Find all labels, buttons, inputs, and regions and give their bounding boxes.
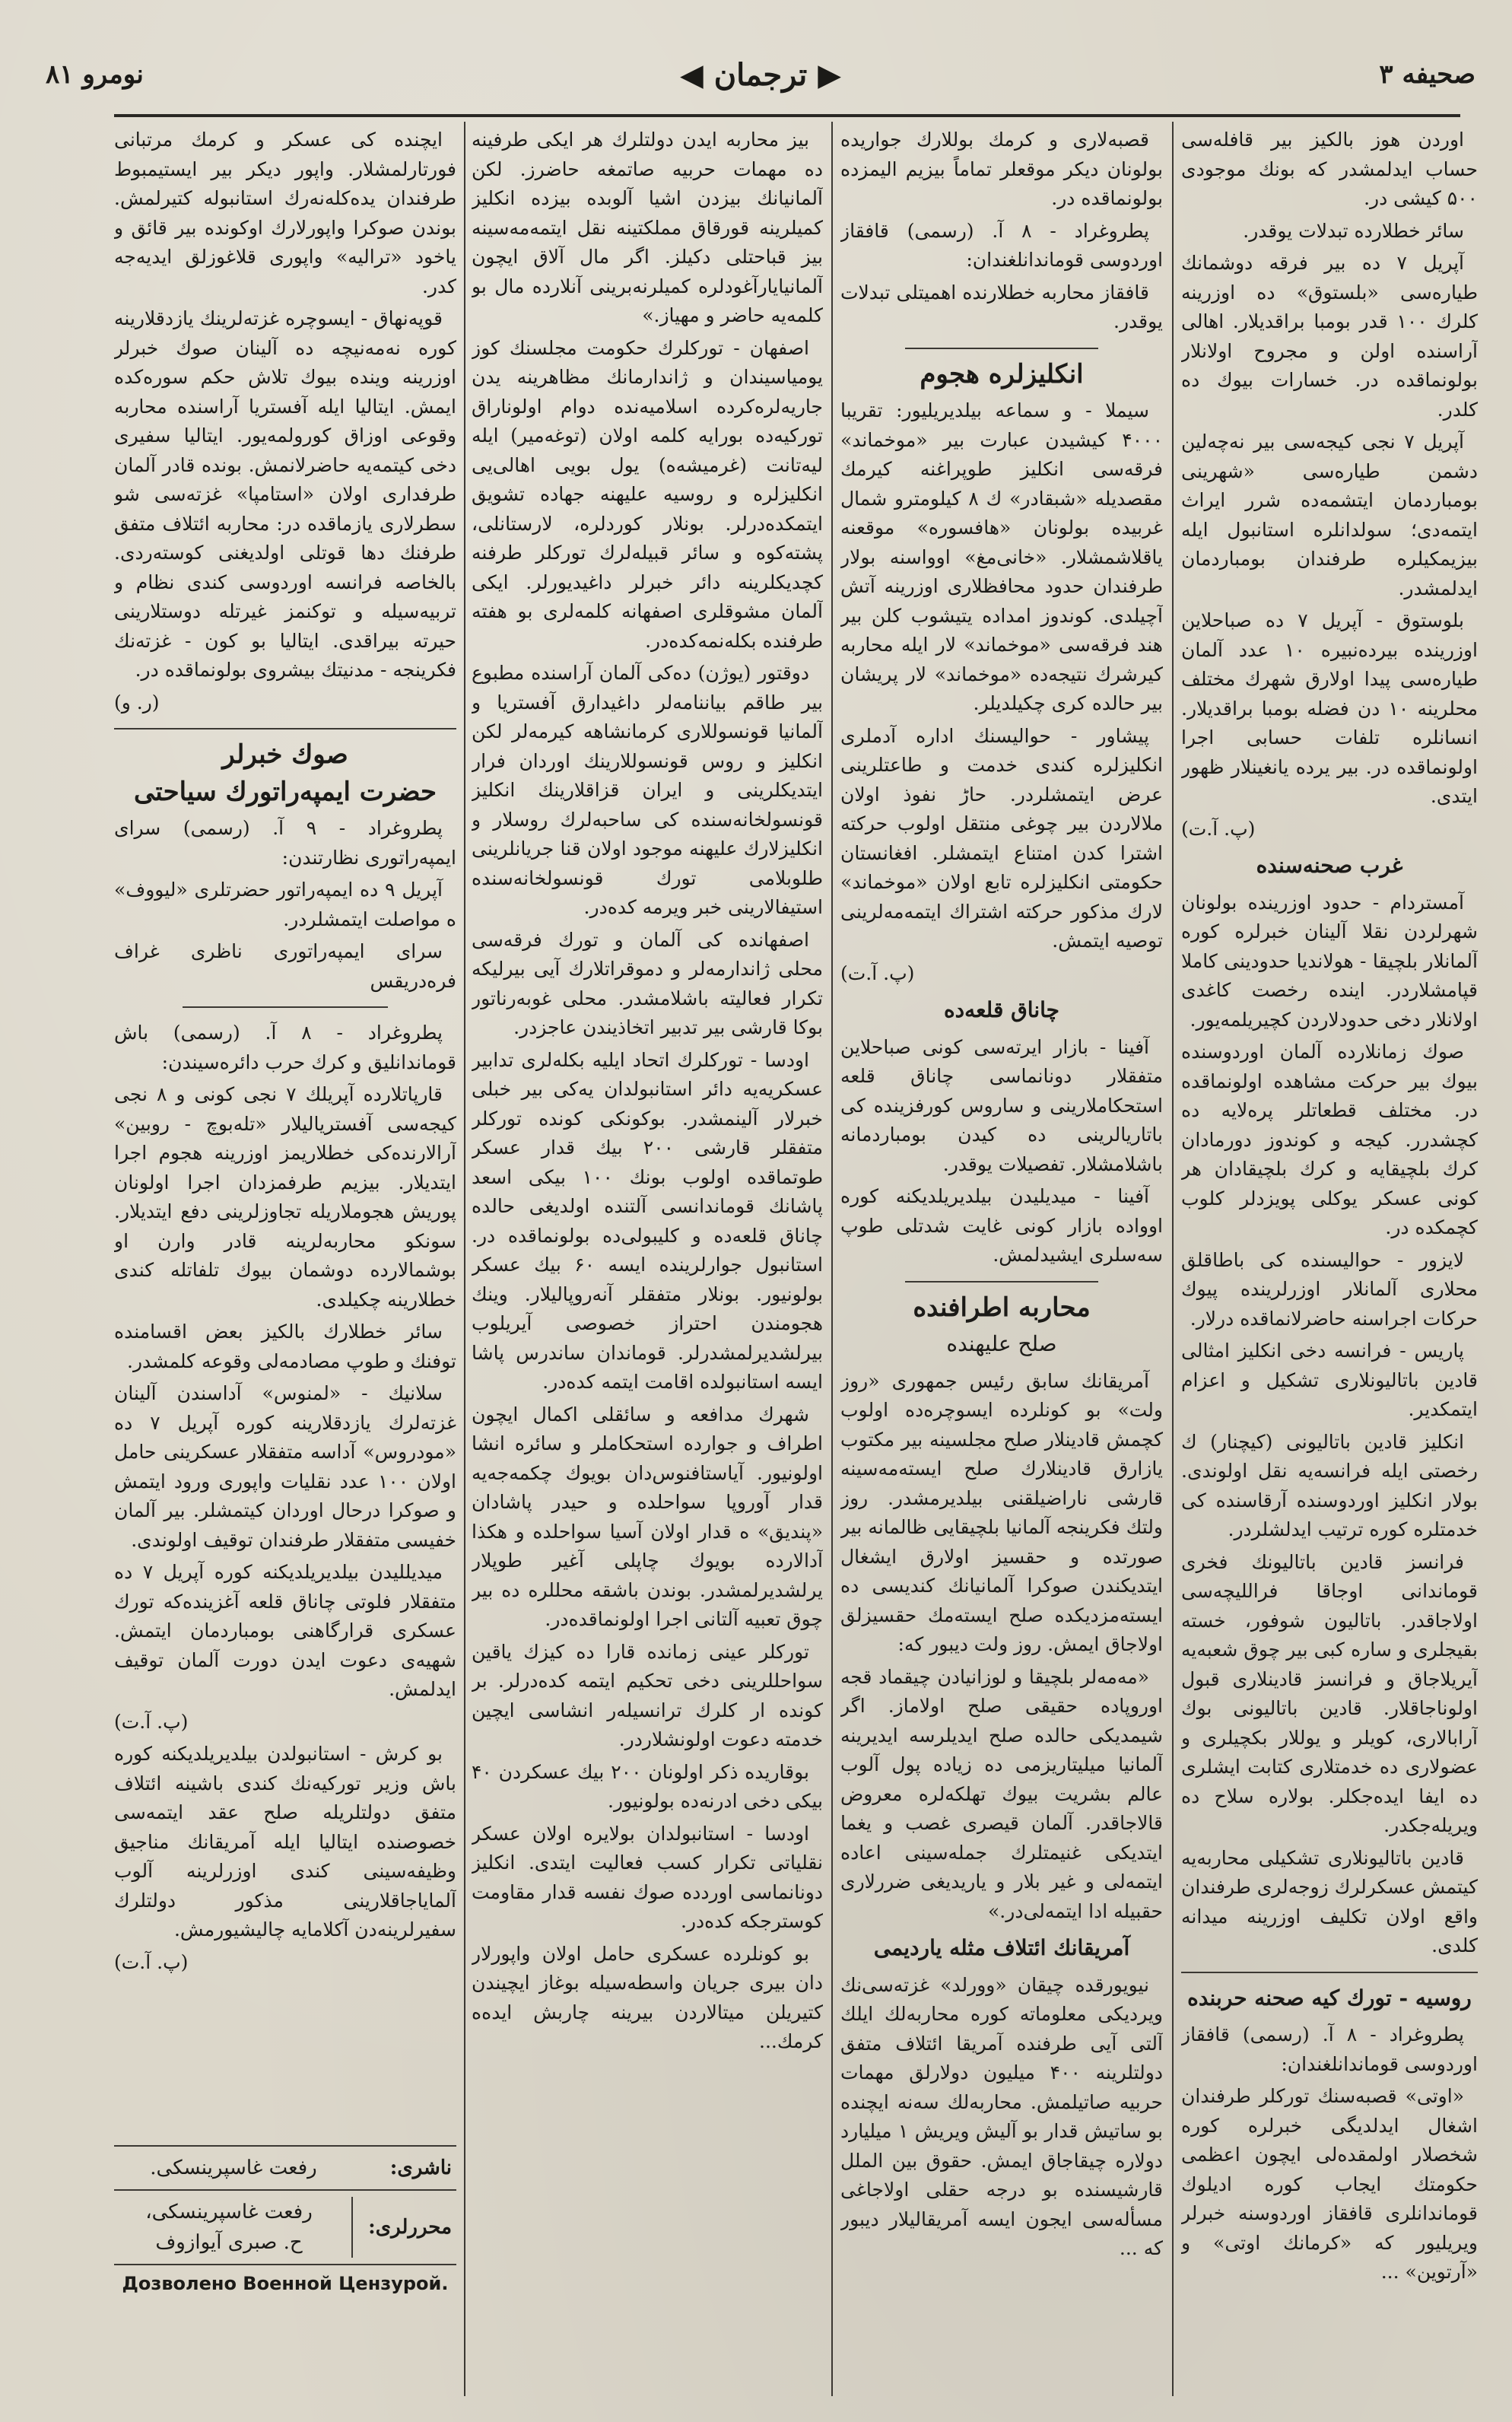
paragraph: بوقاریده ذکر اولونان ۲۰۰ بیك عسکردن ۴۰ بیکی دخی ادرنه‌ده بولونیور. [472, 1760, 823, 1812]
publisher-row [114, 2145, 456, 2189]
publisher-name: رفعت غاسپرینسکی. [150, 2157, 317, 2179]
issue-number: نومرو ۸۱ [46, 59, 144, 90]
paragraph: پطروغراد - ۸ آ. (رسمی) قافقاز اوردوسی قوماندانلغندان: [840, 219, 1163, 271]
paragraph: دوقتور (یوژن) ده‌کی آلمان آراسنده مطبوع بیر طاقم بیاننامه‌لر داغیدارق آفستریا و آلمانیا قونسوللاری کرمانشاهه کیرمه‌لر لکن انکلیز و روس قونسوللارینك اوردان فرار ایتدیکلرینی و ایران قزاقلارینك انکلیز قونسولخانه‌سنده کی ساحبه‌لرك روسلار و انکلیزلارك علیهنه موجود اولان قنا جریانلرینی طلوبلامی تورك قونسولخانه‌سنده استیفالارینی خبر ویرمه کده‌در. [472, 662, 823, 918]
editor-name: رفعت غاسپرینسکی، [145, 2201, 313, 2223]
section-headline: صوك خبرلر [222, 739, 348, 770]
paragraph: تورکلر عینی زمانده قارا ده کیزك یاقین سواحللرینی دخی تحکیم ایتمه کده‌درلر. بر کونده ار کلرك ترانسیله‌ر انشاسی ایچین خدمته دعوت اولونشلاردر. [472, 1640, 823, 1750]
paragraph: بلوستوق - آپریل ۷ ده صباحلاین اوزرینده بیرده‌نبیره ۱۰ عدد آلمان طیاره‌سی پیدا اولارق شهرك مختلف محلرینه ۱۰ دن فضله بومبا براقدیلار. انسانلره تلفات حسابی اجرا اولونماقده در. بیر یرده یانغینلار ظهور ایتدی. [1181, 609, 1478, 807]
column-3 [472, 126, 823, 2392]
rule [183, 1006, 388, 1008]
column-2 [840, 126, 1163, 2392]
article-headline: آمریقانك ائتلاف مثله یاردیمی [873, 1935, 1130, 1960]
paragraph: نیویورقده چیقان «وورلد» غزته‌سی‌نك ویردیکی معلوماته کوره محاربه‌لك ایلك آلتی آیی طرفنده آمریقا ائتلاف متفق دولتلرینه ۴۰۰ میلیون دولارلق مهمات حربیه صاتیلمش. محاربه‌لك سه‌نه ایچنده بو ساتیش قدار بو آلیش ویریش ۱ میلیارد دولاره چیقاجاق ایمش. حقوق بین الملل قارشیسنده بو درجه حقلی اولاجاغی مسأله‌سی ایجون ایسه آمریقالیلار دیبور که ... [840, 1973, 1163, 2259]
column-divider [831, 122, 833, 2396]
article-subheadline: صلح علیهنده [946, 1331, 1057, 1356]
paragraph: آفینا - بازار ایرته‌سی کونی صباحلاین متفقلار دونانماسی چاناق قلعه استحکاملارینی و ساروس کورفزینده کی باتاریالرینی ده کیدن بومباردمانه باشلامشلار. تفصیلات یوقدر. [840, 1035, 1163, 1175]
paragraph: قصبه‌لاری و کرمك بوللارك جواریده بولونان دیکر موقعلر تماماً بیزیم الیمزده بولونماقده در. [840, 129, 1163, 209]
article-headline: چاناق قلعه‌ده [944, 997, 1059, 1022]
paragraph: پاریس - فرانسه دخی انکلیز امثالی قادین باتالیونلاری تشکیل و اعزام ایتمکدیر. [1181, 1340, 1478, 1420]
paragraph: اصفهانده کی آلمان و تورك فرقه‌سی محلی ژاندارمه‌لر و دموقراتلارك آیی بیرلیکه تکرار فعالیته باشلامشدر. محلی غوبه‌رناتور بوکا قارشی بیر تدبیر اتخاذیندن عاجزدر. [472, 928, 823, 1038]
paragraph: شهرك مدافعه و سائقلی اکمال ایچون اطراف و جوارده استحکاملر و سائره انشا اولونیور. آیاستافنوس‌دان بویوك چکمه‌جه‌یه قدار آوروپا سواحلده و حیدر پاشادان «پندیق» ه قدار اولان آسیا سواحلده و هکذا آدالارده بویوك چاپلی آغیر طوپلار یرلشدیرلمشدر. بوندن باشقه محللره ده بیر چوق تعبیه آلتانی اجرا اولونماقده‌در. [472, 1403, 823, 1630]
paragraph: «اوتی» قصبه‌سنك تورکلر طرفندان اشغال ایدلدیگی خبرلره کوره شخصلار اولمقده‌لی ایچون اعظمی حکومتك ایجاب کوره ادیلوك قوماندانلری قافقاز اوردوسنه خبرلر ویریلیور که «کرمانك اوتی» و «آرتوین» ... [1181, 2085, 1478, 2283]
masthead-rule [114, 114, 1460, 117]
section-headline: محاربه اطرافنده [913, 1292, 1091, 1323]
credits-box [114, 2145, 456, 2404]
paragraph: آفینا - میدیلیدن بیلدیریلدیکنه کوره اوواده بازار کونی غایت شدتلی طوپ سه‌سلری ایشیدلمش. [840, 1185, 1163, 1266]
paragraph: بیز محاربه ایدن دولتلرك هر ایکی طرفینه ده مهمات حربیه صاتمغه حاضرز. لکن آلمانیانك بیزدن اشیا آلوبده بیزده انکلیز کمیلرینه قورقاق مملکتینه نقل ایتمه‌مه‌سینه بیز قباحتلی دکیلز. اگر مال آلاق ایچون آلمانیا‌یارآغودلره کمیلرنه‌برینی آنلارده مال بو کلمه‌یه حاضر و مهیاز.» [472, 129, 823, 326]
censorship-notice: Дозволено Военной Цензурой. [114, 2264, 456, 2294]
column-1 [1181, 126, 1478, 2392]
paragraph: اصفهان - تورکلرك حکومت مجلسنك کوز یومیاسیندان و ژاندارمانك مظاهرینه یدن جاریه‌لره‌کرده اسلامیه‌نده دوام اولوناراق تورکیه‌ده بورایه کلمه اولان (توغه‌میر) ایله لیه‌تانت (غرمیشه‌ه) یول بویی اهالی‌یی انکلیزلره و روسیه علیهنه جهاده تشویق ایتمکده‌درلر. بونلار کوردلره، لارستانلی، پشته‌کوه و سائر قبیله‌لرك تورکلر طرفنه کچدیکلرینه دائر خبرلر داغیدیورلر. ایکی آلمان مشوقلری اصفهانه کلمه‌لری بو هفته طرفنده بکله‌نمه‌کده‌در. [472, 336, 823, 652]
paragraph: پطروغراد - ۸ آ. (رسمی) قافقاز اوردوسی قوماندانلغندان: [1181, 2023, 1478, 2075]
editors-names [114, 2197, 353, 2258]
paragraph: سیملا - و سماعه بیلدیریلیور: تقریبا ۴۰۰۰ کیشیدن عبارت بیر «موخماند» فرقه‌سی انکلیز طوپراغنه کیرمك مقصدیله «شبقادر» ك ۸ کیلومترو شمال غربیده بولونان «هافسوره» موقعنه یاقلاشمشلار. «خانی‌مغ» اوواسنه بولار طرفندان حدود محافظلاری اوزرینه آتش آچیلدی. کوندوز امداده یتیشوب کلن بیر هند فرقه‌سی «موخماند» لار ایله محاربه کیرشرك نتیجه‌ده «موخماند» لار پریشان بیر حالده کری چکیلدیلر. [840, 399, 1163, 714]
paragraph: آمستردام - حدود اوزرینده بولونان شهرلردن نقلا آلینان خبرلره کوره آلمانلار بلچیقا - هولاندیا حدودینی کاملا قپامشلاردر. اینده رخصت کاغدی اولانلار دخی حدودلاردن کچیریلمه‌یور. [1181, 891, 1478, 1031]
paragraph: لایزور - حوالیسنده کی باطاقلق محلاری آلمانلار اوزرلرینده پیوك حرکات اجراسنه حاضرلانماقده درلار. [1181, 1248, 1478, 1330]
paragraph: بو کونلرده عسکری حامل اولان واپورلار دان بیری جریان واسطه‌سیله بوغاز ایچیندن کتیریلن میتالاردن بیرینه چاربش ایده‌ه کرمك... [472, 1942, 823, 2052]
paragraph: اودسا - استانبولدان بولایره اولان عسکر نقلیاتی تکرار کسب فعالیت ایتدی. انکلیز دونانماسی اوردده صوك نفسه قدار مقاومت کوسترجکه کده‌در. [472, 1822, 823, 1932]
paragraph: انکلیز قادین باتالیونی (کیچنار) ك رخصتی ایله فرانسه‌یه نقل اولوندی. بولار انکلیز اوردوسنده آرقاسنده کی خدمتلره کوره ترتیب ایدلشلردر. [1181, 1430, 1478, 1540]
section-heading: روسیه - تورك کیه صحنه حربنده [1187, 1985, 1472, 2010]
paragraph: سرای ایمپه‌راتوری ناظری غراف فره‌دریقس [114, 940, 456, 992]
section-heading: غرب صحنه‌سنده [1256, 853, 1403, 878]
paragraph: سائر خطلارده تبدلات یوقدر. [1243, 219, 1464, 242]
paragraph: پطروغراد - ۸ آ. (رسمی) باش قوماندانلیق و کرك حرب دائره‌سیندن: [114, 1022, 456, 1073]
editor-name: ح. صبری آیوازوف [155, 2231, 303, 2254]
paragraph: ایچنده کی عسکر و کرمك مرتبانی فورتارلمشلار. واپور دیکر بیر ایستیمبوط طرفندان یده‌کله‌نه‌رك استانبوله کتیرلمش. بوندن صوکرا واپورلارك اوکونده بیر قائق و یاخود «ترالیه» واپوری قلاغوزلق ایدیه‌جه کدر. [114, 129, 456, 297]
paragraph: آپریل ۹ ده ایمپه‌راتور حضرتلری «لیووف» ه مواصلت ایتمشلردر. [114, 879, 456, 930]
source-reference: (پ. آ.ت) [840, 961, 915, 984]
editors-row [114, 2189, 456, 2264]
article-headline: انکلیزلره هجوم [920, 358, 1084, 389]
column-divider [464, 122, 465, 2396]
page-number: صحیفه ۳ [1379, 59, 1475, 90]
paragraph: پطروغراد - ۹ آ. (رسمی) سرای ایمپه‌راتوری نظارتندن: [114, 817, 456, 869]
column-divider [1172, 122, 1174, 2396]
paragraph: پیشاور - حوالیسنك اداره آدملری انکلیزلره کندی خدمت و طاعتلرینی عرض ایتمشلردر. حاڑ نفوذ اولان ملالاردن بیر چوغی منتقل اولوب حرکته اشترا کدن امتناع ایتمشلر. افغانستان حکومتی انکلیزلره تابع اولان «موخماند» لارك مذکور حرکته اشتراك ایتمه‌مه‌لرینی توصیه ایتمش. [840, 724, 1163, 952]
rule [1181, 1972, 1478, 1973]
paragraph: اوردن هوز بالکیز بیر قافله‌سی حساب ایدلمشدر که بونك موجودی ۵۰۰ کیشی در. [1181, 129, 1478, 209]
editors-label: محررلری: [368, 2216, 452, 2239]
paragraph: صوك زمانلارده آلمان اوردوسنده بیوك بیر حرکت مشاهده اولونماقده در. مختلف قطعاتلر پره‌لایه ده کچشدرر. کیجه و کوندوز دورمادان کرك بلچیقایه و کرك بلچیقادان هر کونی عسکر یوکلی پویزدلر کلوب کچمکده در. [1181, 1041, 1478, 1238]
source-reference: (پ. آ.ت) [114, 1710, 189, 1733]
paragraph: قادین باتالیونلاری تشکیلی محاربه‌یه کیتمش عسکرلرك زوجه‌لری طرفندان واقع اولان تکلیف اوزرینه میدانه کلدی. [1181, 1846, 1478, 1956]
paragraph: «مه‌مه‌لر بلچیقا و لوزانیادن چیقماد قجه اوروپاده حقیقی صلح اولاماز. اگر شیمدیکی حالده صلح ایدیلرسه ایدیرینه آلمانیا میلیتاریزمی ده زیاده پول آلوب عالم بشریت بیوك تهلکه‌لره معروض قالاجاقدر. آلمان قیصری غصب و یغما ایتدیکی غنیمتلرك جمله‌سینی اعاده ایتمه‌لی و غیر بلار و یاریدیغی ضررلاری حقبیله ادا ایتمه‌لی‌در.» [840, 1665, 1163, 1922]
paragraph: سلانیك - «لمنوس» آداسندن آلینان غزته‌لرك یازدقلارینه کوره آپریل ۷ ده «مودروس» آداسه متفقلار عسکرینی حامل اولان ۱۰۰ عدد نقلیات واپوری ورود ایتمش و صوکرا درحال اوردان کیتمشلر. بیر آلمان خفیسی متفقلار طرفندان توقیف اولوندی. [114, 1382, 456, 1551]
paragraph: سائر خطلارك بالکیز بعض اقسامنده توفنك و طوپ مصادمه‌لی وقوعه کلمشدر. [114, 1321, 456, 1372]
paragraph: میدیللیدن بیلدیریلدیکنه کوره آپریل ۷ ده متفقلار فلوتی چاناق قلعه آغزینده‌که تورك عسکری قرارگاهنی بومباردمان ایتمش. شهیه‌ی دعوت ایدن دورت آلمان توقیف ایدلمش. [114, 1561, 456, 1700]
source-reference: (پ. آ.ت) [1181, 817, 1256, 840]
rule [905, 1281, 1098, 1283]
source-reference: (ر. و) [114, 691, 160, 714]
paragraph: قارپاتلارده آپریلك ۷ نجی کونی و ۸ نجی کیجه‌سی آفستریالیلار «تله‌بوچ - روبین» آرالارنده‌کی خطلاریمز اوزرینه هجوم اجرا ایتدیلار. بیزیم طرفمزدان اجرا اولونان پوریش هجوملاریله تجاوزلرینی دفع ایتدیلار. سونکو محاربه‌لرینه قادر وارن او بوشمالارده دوشمان بیوك تلفاتله کندی خطلارینه چکیلدی. [114, 1083, 456, 1311]
rule [114, 728, 456, 729]
paragraph: آمریقانك سابق رئیس جمهوری «روز ولت» بو کونلرده ایسوچره‌ده اولوب کچمش قادینلار صلح مجلسینه بیر مکتوب یازارق قادینلارك صلح ایسته‌مه‌سینه قارشی ناراضیلقنی بیلدیرمشدر. روز ولتك فکرینجه آلمانیا بلچیقا‌یی ظالمانه بیر صورتده و حقسیز اولارق ایشغال ایتدیکندن صوکرا آلمانیانك کندیسی ده ایسته‌مزدیکده صلح ایسته‌مك حقسیزلق اولاجاق ایمش. روز ولت دیبور که: [840, 1369, 1163, 1655]
publisher-label: ناشری: [389, 2157, 452, 2179]
column-4 [114, 126, 456, 2134]
article-headline: حضرت ایمپه‌راتورك سیاحتی [133, 776, 437, 807]
newspaper-title: ◀ ترجمان ▶ [680, 56, 841, 93]
rule [905, 348, 1098, 349]
paragraph: فرانسز قادین باتالیونك فخری قوماندانی اوجاقا فراللیچه‌سی اولاجاقدر. باتالیون شوفور، خسته بقیجلری و ساره کبی بیر چوق شعبه‌یه آیریلاجاق و فرانسز قادینلاری قبول اولوناجاقلار. قادین باتالیونی بوك آرابالاری، کویلر و یوللار بکچیلری و عضولاری ده خدمتلاری کتابت ایشلری ده ایفا ایده‌جکلر. بولاره سلاح ده ویریله‌جکدر. [1181, 1550, 1478, 1836]
paragraph: بو کرش - استانبولدن بیلدیریلدیکنه کوره باش وزیر تورکیه‌نك کندی باشینه ائتلاف متفق دولتلریله صلح عقد ایتمه‌سی خصوصنده ایتالیا ایله آمریقانك مناجیق وظیفه‌سینی کندی اوزرلرینه آلوب آلمایاجاقلارینی مذکور دولتلرك سفیرلرینه‌دن آکلامایه چالیشیورمش. [114, 1743, 456, 1940]
source-reference: (پ. آ.ت) [114, 1950, 189, 1973]
paragraph: اودسا - تورکلرك اتحاد ایلیه بکله‌لری تدابیر عسکریه‌یه دائر استانبولدان یه‌کی بیر خبلی خبرلار آلینمشدر. بوکونکی کونده تورکلر متفقلر قارشی ۲۰۰ بیك قدار عسکر طوتماقده اولوب بونك ۱۰۰ بیکی اسعد پاشانك قوماندانسی آلتنده اولدیغی حالده چاناق قلعه‌ده و کلیبولی‌ده بولونماقده در. استانبول جوارلرینده ایسه ۶۰ بیك عسکر بولونیور. بونلار متفقلر آنه‌روپالیلار. وینك هجومندن احتراز خصوصی آیریلوب بیرلشدیرلمشدرلر. قوماندان ساندرس پاشا ایسه استانبولده اقامت ایتمه کده‌در. [472, 1048, 823, 1393]
paragraph: آپریل ۷ ده بیر فرقه دوشمانك طیاره‌سی «بلستوق» ده اوزرینه کلرك ۱۰۰ قدر بومبا براقدیلار. اهالی آراسنده اولن و مجروح اولانلار بولونماقده در. خسارات بیوك ده کلدر. [1181, 252, 1478, 421]
masthead [46, 40, 1475, 110]
paragraph: قوپه‌نهاق - ایسوچره غزته‌لرینك یازدقلارینه کوره نه‌مه‌نیچه ده آلینان صوك خبرلر اوزرینه وینده بیوك تلاش حکم سوره‌کده ایمش. ایتالیا ایله آفستریا آراسنده محاربه وقوعی اوزاق کورولمه‌یور. ایتالیا سفیری دخی کیتمه‌یه حاضرلانمش. بونده قادر آلمان طرفداری اولان «استامپا» غزته‌سی شو سطرلاری یازماقده در: محاربه ائتلاف متفق طرفنك دها قوتلی اولدیغنی کوسته‌ردی. بالخاصه فرانسه اوردوسی کندی نظام و تربیه‌سیله و توکنمز غیرتله دوستلارینی حیرته بیراقدی. ایتالیا بو کون - غزته‌نك فکرینجه - مدنیتك بیشروی بولونماقده در. [114, 307, 456, 681]
paragraph: آپریل ۷ نجی کیجه‌سی بیر نه‌چه‌لین دشمن طیاره‌سی «شهرینی بومباردمان ایتشمه‌ده شرر ایراث ایتمه‌دی؛ سولدانلره استانبول ایله بیزیمکیلره طرفندان بومباردمان ایدلمشدر. [1181, 431, 1478, 599]
paragraph: قافقاز محاربه خطلارنده اهمیتلی تبدلات یوقدر. [840, 281, 1163, 332]
